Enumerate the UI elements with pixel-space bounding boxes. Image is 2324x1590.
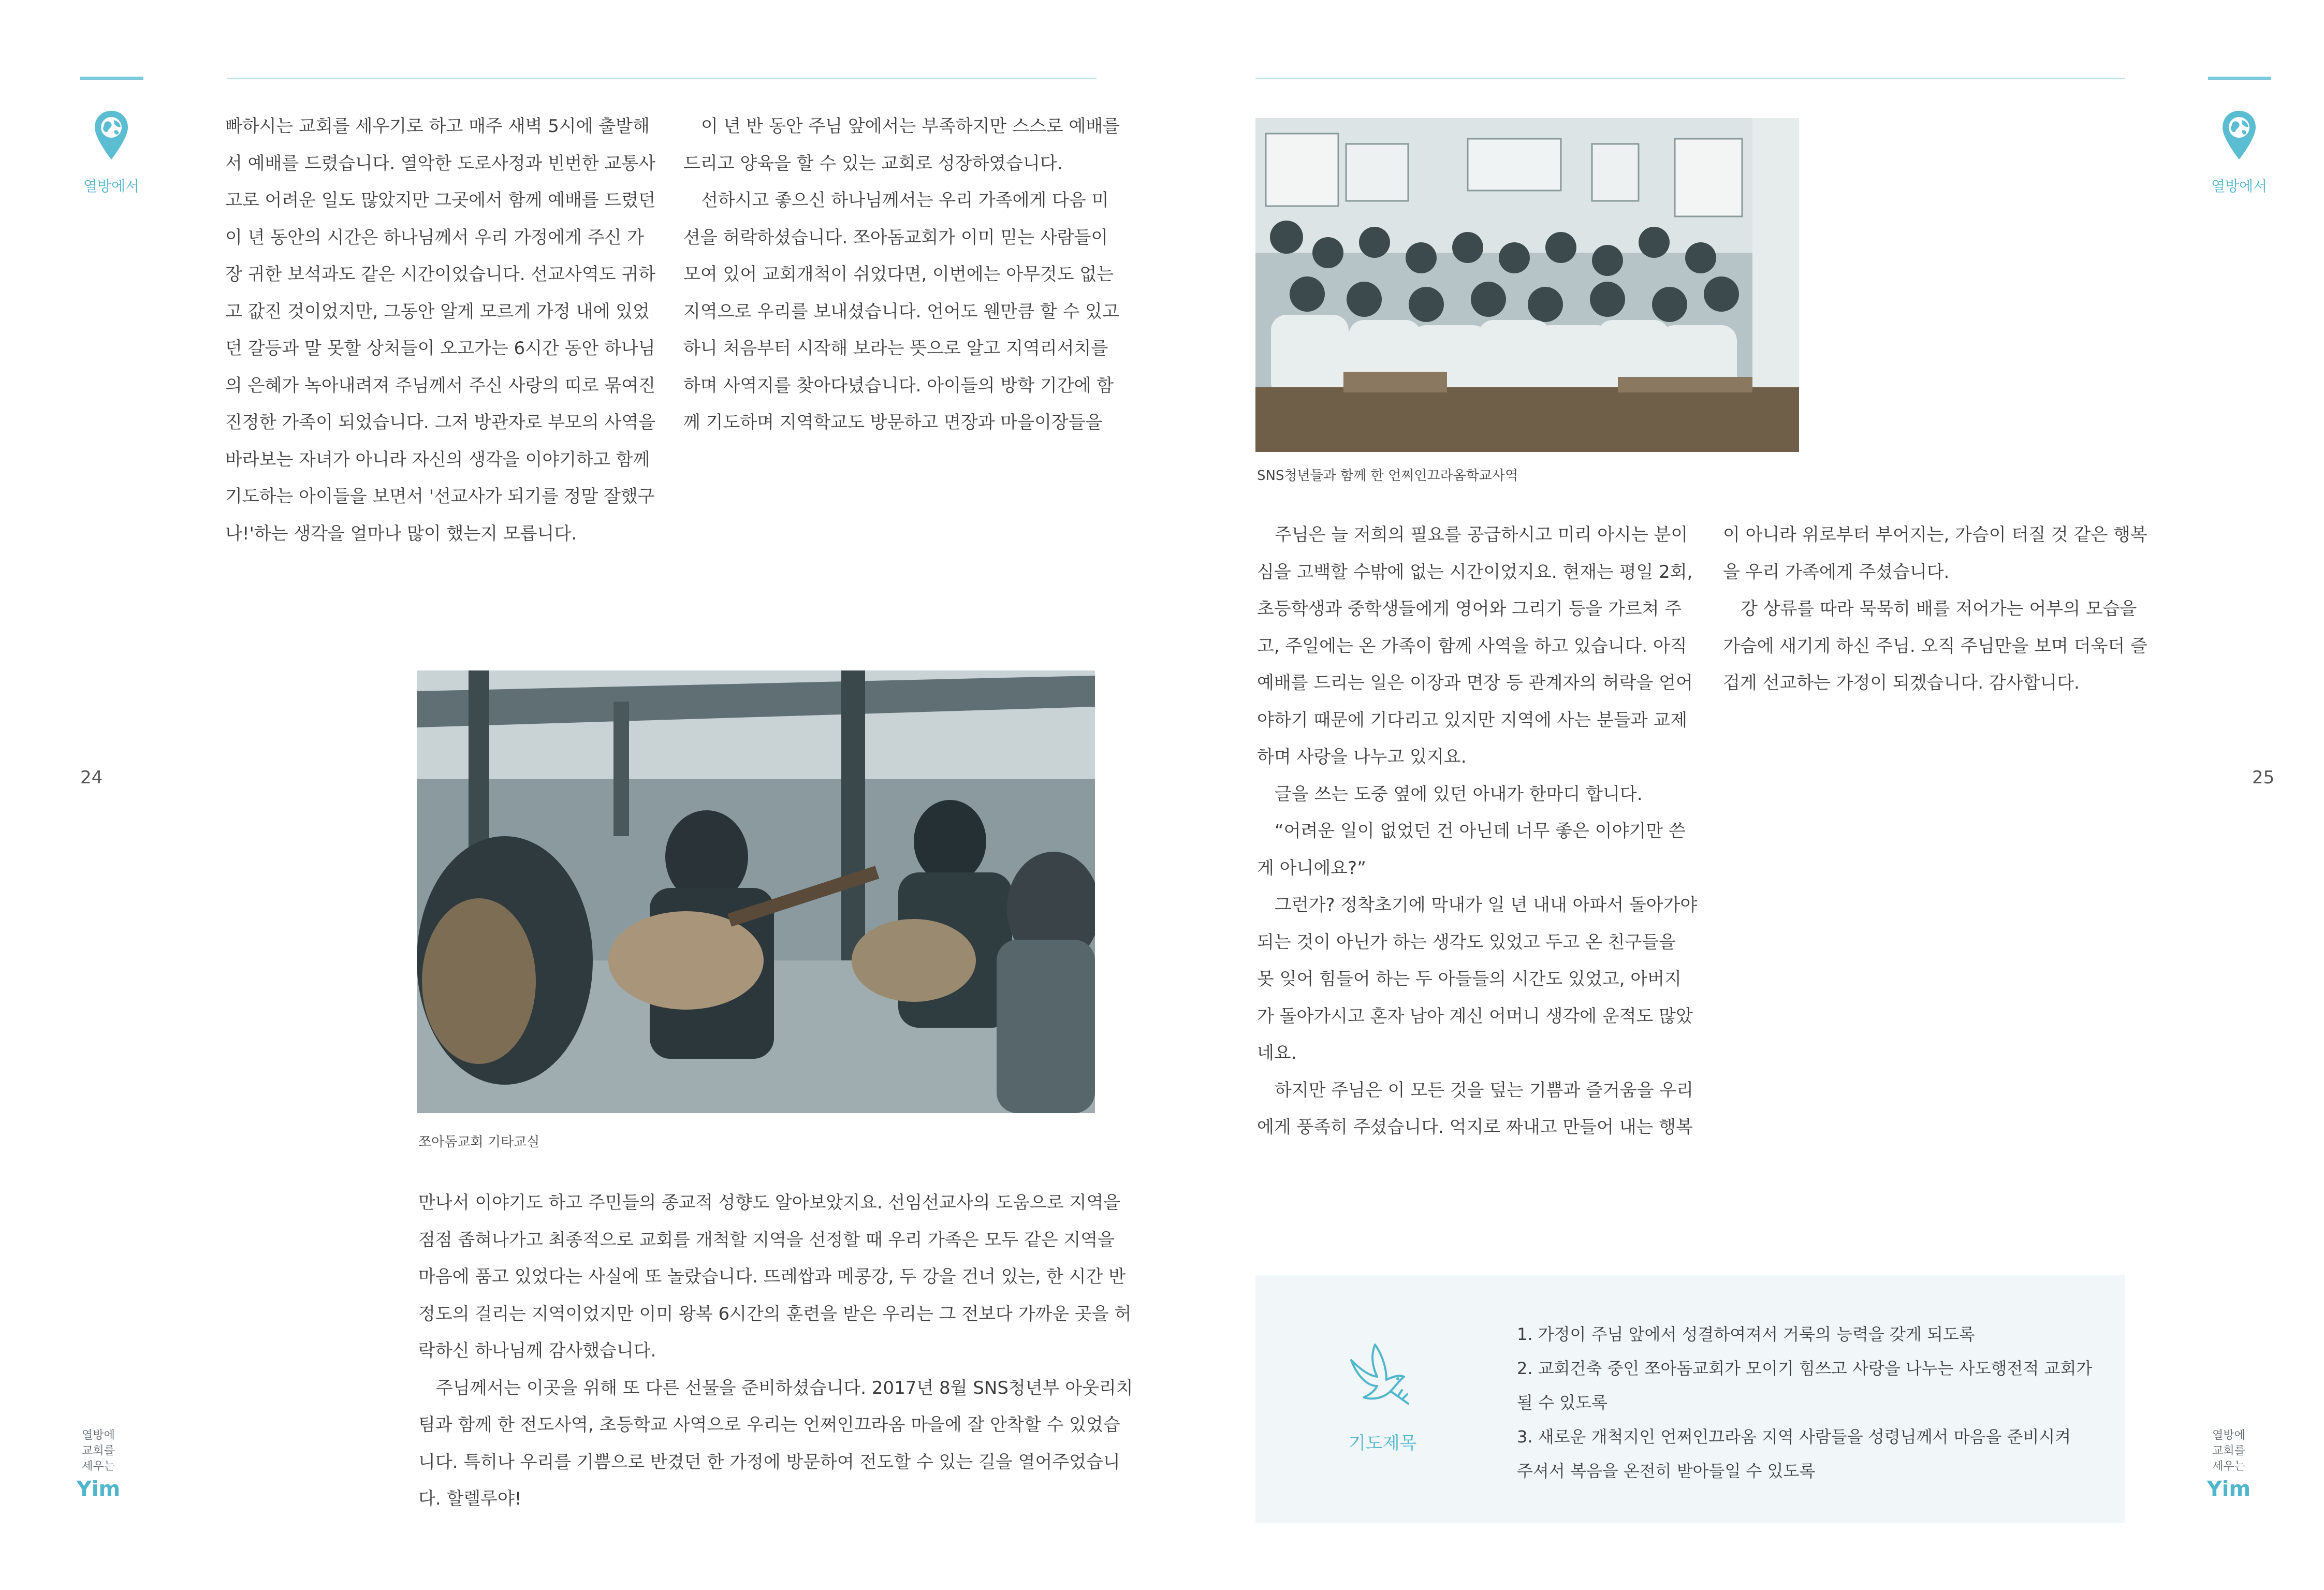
text-line: 주님은 늘 저희의 필요를 공급하시고 미리 아시는 분이 bbox=[1257, 524, 1688, 545]
right-column-1 bbox=[1257, 517, 1698, 1146]
footer-line: 세우는 bbox=[82, 1460, 115, 1473]
text-line: “어려운 일이 없었던 건 아닌데 너무 좋은 이야기만 쓴 bbox=[1257, 821, 1686, 841]
right-top-rule bbox=[1255, 78, 2125, 79]
text-line: 네요. bbox=[1257, 1043, 1297, 1063]
text-line: 바라보는 자녀가 아니라 자신의 생각을 이야기하고 함께 bbox=[225, 449, 650, 470]
text-line: 모여 있어 교회개척이 쉬었다면, 이번에는 아무것도 없는 bbox=[683, 264, 1114, 285]
text-line: 을 우리 가족에게 주셨습니다. bbox=[1723, 561, 1950, 582]
footer-brand: Yim bbox=[2206, 1477, 2251, 1501]
text-line: 니다. 특히나 우리를 기쁨으로 반겼던 한 가정에 방문하여 전도할 수 있는 길을 열어주었습니 bbox=[418, 1451, 1120, 1472]
left-page-number: 24 bbox=[80, 767, 103, 788]
text-line: 하며 사랑을 나누고 있지요. bbox=[1257, 747, 1467, 767]
text-line: 가 돌아가시고 혼자 남아 계신 어머니 생각에 운적도 많았 bbox=[1257, 1005, 1693, 1027]
school-ministry-photo bbox=[1255, 118, 1799, 452]
text-line: 만나서 이야기도 하고 주민들의 종교적 성향도 알아보았지요. 선임선교사의 도움으로 지역을 bbox=[418, 1192, 1121, 1213]
text-line: 글을 쓰는 도중 옆에 있던 아내가 한마디 합니다. bbox=[1257, 783, 1643, 805]
text-line: 그런가? 정착초기에 막내가 일 년 내내 아파서 돌아가야 bbox=[1257, 895, 1698, 915]
text-line: 이 아니라 위로부터 부어지는, 가슴이 터질 것 같은 행복 bbox=[1723, 524, 2147, 545]
prayer-request-box bbox=[1255, 1275, 2125, 1523]
text-line: 드리고 양육을 할 수 있는 교회로 성장하였습니다. bbox=[683, 153, 1063, 174]
text-line: 강 상류를 따라 묵묵히 배를 저어가는 어부의 모습을 bbox=[1723, 599, 2137, 619]
text-line: 던 갈등과 말 못할 상처들이 오고가는 6시간 동안 하나님 bbox=[225, 338, 655, 359]
prayer-item: 1. 가정이 주님 앞에서 성결하여져서 거룩의 능력을 갖게 되도록 bbox=[1517, 1324, 1975, 1344]
guitar-class-photo bbox=[417, 670, 1095, 1113]
footer-brand: Yim bbox=[76, 1477, 121, 1501]
text-line: 예배를 드리는 일은 이장과 면장 등 관계자의 허락을 얻어 bbox=[1257, 673, 1693, 693]
text-line: 하니 처음부터 시작해 보라는 뜻으로 알고 지역리서치를 bbox=[683, 338, 1108, 359]
text-line: 고, 주일에는 온 가족이 함께 사역을 하고 있습니다. 아직 bbox=[1257, 635, 1687, 657]
left-section-label: 열방에서 bbox=[83, 178, 140, 195]
right-footer-logo bbox=[2195, 1428, 2262, 1500]
guitar-photo-caption: 쪼아돔교회 기타교실 bbox=[418, 1134, 540, 1150]
left-column-1 bbox=[225, 108, 656, 552]
text-line: 하지만 주님은 이 모든 것을 덮는 기쁨과 즐거움을 우리 bbox=[1257, 1080, 1694, 1101]
text-line: 되는 것이 아닌가 하는 생각도 있었고 두고 온 친구들을 bbox=[1257, 931, 1676, 953]
text-line: 락하신 하나님께 감사했습니다. bbox=[418, 1340, 656, 1361]
footer-line: 열방에 bbox=[82, 1429, 115, 1442]
text-line: 초등학생과 중학생들에게 영어와 그리기 등을 가르쳐 주 bbox=[1257, 599, 1682, 619]
left-accent-bar bbox=[80, 77, 143, 80]
prayer-item: 될 수 있도록 bbox=[1517, 1393, 1607, 1412]
dove-icon bbox=[1341, 1339, 1419, 1412]
text-line: 다. 할렐루야! bbox=[418, 1489, 522, 1509]
text-line: 야하기 때문에 기다리고 있지만 지역에 사는 분들과 교제 bbox=[1257, 709, 1688, 731]
text-line: 겁게 선교하는 가정이 되겠습니다. 감사합니다. bbox=[1723, 673, 2080, 693]
text-line: 주님께서는 이곳을 위해 또 다른 선물을 준비하셨습니다. 2017년 8월 SNS청년부 아웃리치 bbox=[418, 1377, 1133, 1398]
text-line: 마음에 품고 있었다는 사실에 또 놀랐습니다. 뜨레쌉과 메콩강, 두 강을 건너 있는, 한 시간 반 bbox=[418, 1266, 1126, 1287]
footer-line: 교회를 bbox=[82, 1445, 115, 1457]
text-line: 에게 풍족히 주셨습니다. 억지로 짜내고 만들어 내는 행복 bbox=[1257, 1117, 1693, 1137]
school-photo-caption: SNS청년들과 함께 한 언쩌인끄라옴학교사역 bbox=[1257, 468, 1518, 484]
right-page-number: 25 bbox=[2252, 767, 2275, 788]
prayer-item: 2. 교회건축 중인 쪼아돔교회가 모이기 힘쓰고 사랑을 나누는 사도행전적 교회가 bbox=[1517, 1359, 2093, 1378]
text-line: 선하시고 좋으신 하나님께서는 우리 가족에게 다음 미 bbox=[683, 190, 1109, 211]
text-line: 나!'하는 생각을 얼마나 많이 했는지 모릅니다. bbox=[225, 523, 577, 544]
text-line: 정도의 걸리는 지역이었지만 이미 왕복 6시간의 훈련을 받은 우리는 그 전보다 가까운 곳을 허 bbox=[418, 1303, 1132, 1324]
globe-pin-icon bbox=[93, 110, 129, 162]
text-line: 게 아니에요?” bbox=[1257, 857, 1366, 879]
right-column-2 bbox=[1723, 517, 2147, 702]
prayer-item: 주셔서 복음을 온전히 받아들일 수 있도록 bbox=[1517, 1461, 1816, 1481]
text-line: 션을 허락하셨습니다. 쪼아돔교회가 이미 믿는 사람들이 bbox=[683, 227, 1108, 248]
text-line: 고로 어려운 일도 많았지만 그곳에서 함께 예배를 드렸던 bbox=[225, 190, 656, 211]
text-line: 장 귀한 보석과도 같은 시간이었습니다. 선교사역도 귀하 bbox=[225, 264, 656, 285]
prayer-items bbox=[1517, 1317, 2112, 1488]
prayer-item: 3. 새로운 개척지인 언쩌인끄라옴 지역 사람들을 성령님께서 마음을 준비시켜 bbox=[1517, 1427, 2071, 1447]
text-line: 지역으로 우리를 보내셨습니다. 언어도 웬만큼 할 수 있고 bbox=[683, 301, 1119, 322]
right-section-label: 열방에서 bbox=[2211, 178, 2268, 195]
left-footer-logo bbox=[65, 1428, 132, 1500]
left-top-rule bbox=[227, 78, 1097, 79]
prayer-title: 기도제목 bbox=[1349, 1433, 1417, 1454]
text-line: 못 잊어 힘들어 하는 두 아들들의 시간도 있었고, 아버지 bbox=[1257, 969, 1682, 989]
text-line: 심을 고백할 수밖에 없는 시간이었지요. 현재는 평일 2회, bbox=[1257, 561, 1693, 582]
text-line: 이 년 반 동안 주님 앞에서는 부족하지만 스스로 예배를 bbox=[683, 116, 1120, 137]
text-line: 점점 좁혀나가고 최종적으로 교회를 개척할 지역을 선정할 때 우리 가족은 모두 같은 지역을 bbox=[418, 1229, 1115, 1250]
text-line: 하며 사역지를 찾아다녔습니다. 아이들의 방학 기간에 함 bbox=[683, 375, 1114, 396]
left-column-2 bbox=[683, 108, 1120, 442]
text-line: 가슴에 새기게 하신 주님. 오직 주님만을 보며 더욱더 즐 bbox=[1723, 635, 2147, 657]
text-line: 서 예배를 드렸습니다. 열악한 도로사정과 빈번한 교통사 bbox=[225, 153, 656, 174]
globe-pin-icon bbox=[2221, 110, 2257, 162]
text-line: 의 은혜가 녹아내려져 주님께서 주신 사랑의 띠로 묶여진 bbox=[225, 375, 656, 396]
footer-line: 교회를 bbox=[2212, 1445, 2245, 1457]
text-line: 이 년 동안의 시간은 하나님께서 우리 가정에게 주신 가 bbox=[225, 227, 645, 248]
right-accent-bar bbox=[2208, 77, 2271, 80]
left-lower-text bbox=[418, 1185, 1133, 1518]
text-line: 진정한 가족이 되었습니다. 그저 방관자로 부모의 사역을 bbox=[225, 412, 656, 433]
text-line: 팀과 함께 한 전도사역, 초등학교 사역으로 우리는 언쩌인끄라옴 마을에 잘 안착할 수 있었습 bbox=[418, 1414, 1120, 1435]
text-line: 기도하는 아이들을 보면서 '선교사가 되기를 정말 잘했구 bbox=[225, 486, 655, 507]
text-line: 께 기도하며 지역학교도 방문하고 면장과 마을이장들을 bbox=[683, 412, 1103, 433]
footer-line: 열방에 bbox=[2212, 1429, 2245, 1442]
text-line: 빠하시는 교회를 세우기로 하고 매주 새벽 5시에 출발해 bbox=[225, 116, 650, 137]
text-line: 고 값진 것이었지만, 그동안 알게 모르게 가정 내에 있었 bbox=[225, 301, 650, 322]
footer-line: 세우는 bbox=[2212, 1460, 2245, 1473]
